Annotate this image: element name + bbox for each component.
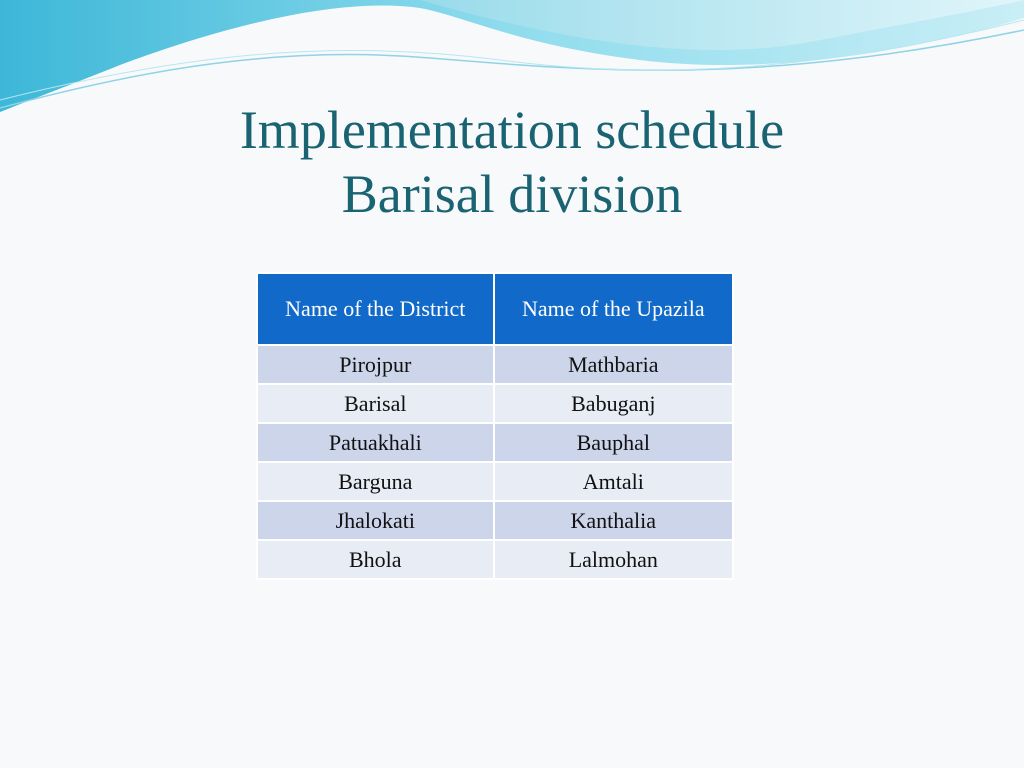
table-row xyxy=(257,540,733,579)
title-line-2: Barisal division xyxy=(341,164,683,224)
table-header-row xyxy=(257,273,733,345)
district-cell: Bhola xyxy=(257,540,494,579)
slide-title xyxy=(0,98,1024,226)
header-upazila: Name of the Upazila xyxy=(494,273,733,345)
upazila-cell: Amtali xyxy=(494,462,733,501)
upazila-cell: Bauphal xyxy=(494,423,733,462)
upazila-cell: Lalmohan xyxy=(494,540,733,579)
district-cell: Barguna xyxy=(257,462,494,501)
upazila-cell: Mathbaria xyxy=(494,345,733,384)
table-row xyxy=(257,345,733,384)
table-row xyxy=(257,462,733,501)
table-row xyxy=(257,501,733,540)
district-cell: Pirojpur xyxy=(257,345,494,384)
district-cell: Patuakhali xyxy=(257,423,494,462)
schedule-table xyxy=(256,272,734,580)
table-row xyxy=(257,384,733,423)
table-row xyxy=(257,423,733,462)
upazila-cell: Kanthalia xyxy=(494,501,733,540)
title-line-1: Implementation schedule xyxy=(239,100,785,160)
header-district: Name of the District xyxy=(257,273,494,345)
upazila-cell: Babuganj xyxy=(494,384,733,423)
district-cell: Barisal xyxy=(257,384,494,423)
district-cell: Jhalokati xyxy=(257,501,494,540)
